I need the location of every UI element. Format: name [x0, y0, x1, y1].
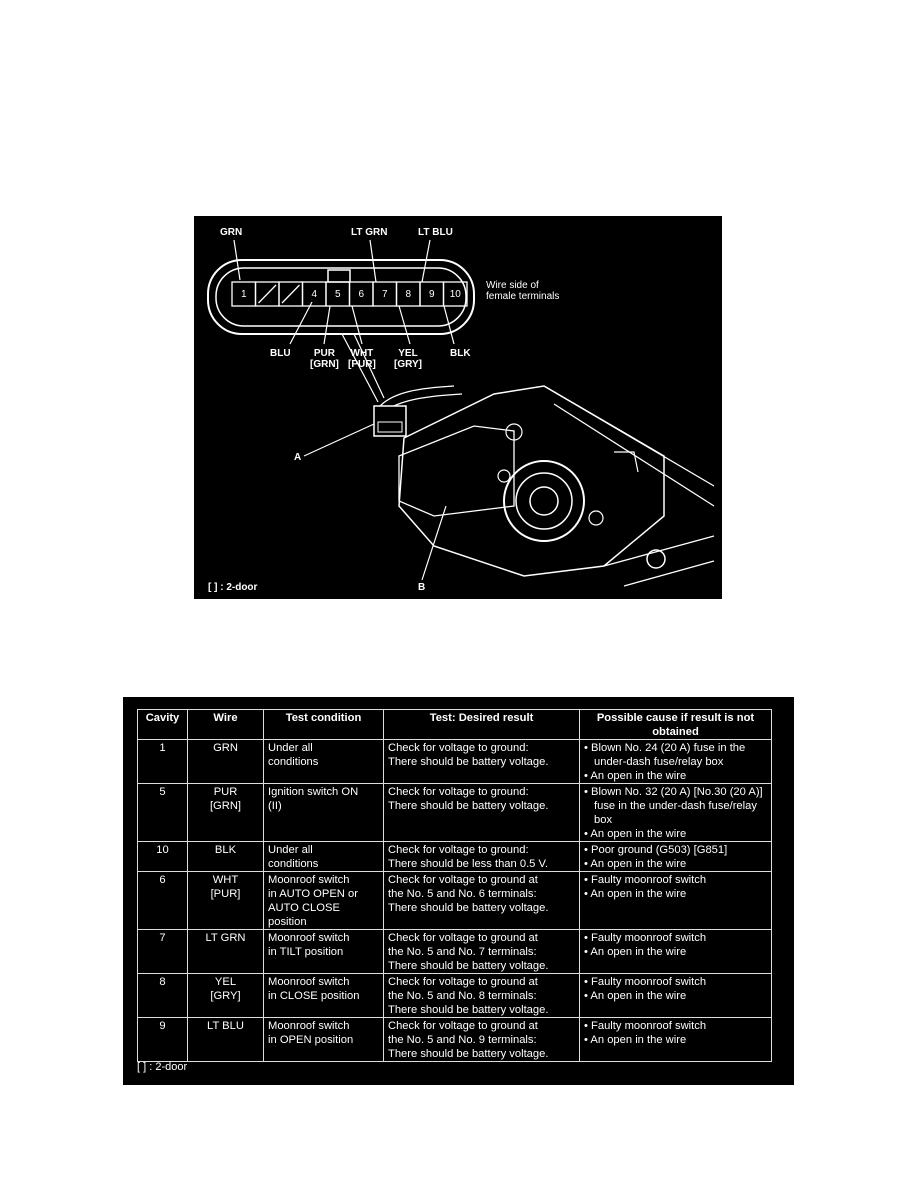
terminal-number: 7: [381, 289, 388, 300]
wire-label-yel: [394, 348, 422, 370]
wire-label-blu: BLU: [270, 348, 291, 359]
result-cell: [384, 930, 580, 974]
cause-cell: [580, 740, 772, 784]
cause-cell-line: • Faulty moonroof switch: [584, 874, 707, 886]
wire-cell-line: PUR: [213, 786, 238, 798]
condition-cell-line: position: [268, 916, 307, 928]
condition-cell-line: (II): [268, 800, 282, 812]
test-table-panel: [123, 697, 794, 1085]
wire-label-yel-main: YEL: [398, 348, 418, 359]
result-cell-line: Check for voltage to ground at: [388, 1020, 538, 1032]
wire-cell: [188, 1018, 264, 1062]
wire-label-blk: BLK: [450, 348, 471, 359]
terminal-number: 9: [428, 289, 435, 300]
wire-label-pur-sub: [GRN]: [310, 359, 339, 370]
cause-cell: [580, 974, 772, 1018]
cavity-cell: 5: [138, 784, 188, 842]
cause-cell-line: • Blown No. 32 (20 A) [No.30 (20 A)] fuse in the under-dash fuse/relay box: [584, 786, 763, 826]
condition-cell-line: Moonroof switch: [268, 976, 350, 988]
table-row: [138, 784, 772, 842]
terminal-number: 8: [405, 289, 412, 300]
result-cell-line: There should be battery voltage.: [388, 1048, 549, 1060]
result-cell: [384, 974, 580, 1018]
cause-cell-line: • An open in the wire: [584, 828, 687, 840]
diagram-footnote: [ ] : 2-door: [208, 582, 258, 593]
wire-cell-line: [GRY]: [210, 990, 241, 1002]
cavity-cell: 7: [138, 930, 188, 974]
condition-cell: [264, 740, 384, 784]
wire-cell: [188, 872, 264, 930]
cause-cell: [580, 930, 772, 974]
terminal-number: 4: [311, 289, 318, 300]
cause-cell-line: • An open in the wire: [584, 888, 687, 900]
result-cell-line: Check for voltage to ground:: [388, 786, 529, 798]
cause-cell: [580, 1018, 772, 1062]
condition-cell-line: in OPEN position: [268, 1034, 354, 1046]
condition-cell: [264, 872, 384, 930]
result-cell-line: the No. 5 and No. 8 terminals:: [388, 990, 537, 1002]
terminal-number: 5: [334, 289, 341, 300]
wire-label-wht-main: WHT: [350, 348, 374, 359]
header-possible-cause: Possible cause if result is not obtained: [580, 710, 772, 740]
condition-cell-line: Under all: [268, 844, 313, 856]
cause-cell-line: • An open in the wire: [584, 770, 687, 782]
terminal-number: 10: [449, 289, 461, 300]
table-row: [138, 974, 772, 1018]
cause-cell-line: • An open in the wire: [584, 946, 687, 958]
wire-cell: [188, 930, 264, 974]
result-cell: [384, 872, 580, 930]
table-row: [138, 872, 772, 930]
result-cell-line: Check for voltage to ground at: [388, 932, 538, 944]
condition-cell-line: Moonroof switch: [268, 1020, 350, 1032]
connector-illustration: [194, 216, 722, 599]
condition-cell-line: in AUTO OPEN or: [268, 888, 358, 900]
condition-cell-line: conditions: [268, 858, 319, 870]
table-row: [138, 740, 772, 784]
cause-cell: [580, 872, 772, 930]
callout-b: B: [418, 582, 426, 593]
cavity-cell: 10: [138, 842, 188, 872]
header-wire: Wire: [188, 710, 264, 740]
wire-side-note-line2: female terminals: [486, 291, 560, 302]
condition-cell-line: Ignition switch ON: [268, 786, 359, 798]
result-cell-line: There should be battery voltage.: [388, 1004, 549, 1016]
cavity-cell: 1: [138, 740, 188, 784]
cause-cell-line: • Blown No. 24 (20 A) fuse in the under-dash fuse/relay box: [584, 742, 746, 768]
test-table: [137, 709, 772, 1062]
result-cell-line: There should be battery voltage.: [388, 960, 549, 972]
result-cell-line: There should be battery voltage.: [388, 800, 549, 812]
result-cell: [384, 1018, 580, 1062]
blank-terminal-slash: [259, 285, 277, 303]
table-row: [138, 930, 772, 974]
wire-side-note: [486, 280, 559, 302]
wire-label-wht-sub: [PUR]: [348, 359, 376, 370]
result-cell-line: There should be battery voltage.: [388, 756, 549, 768]
wire-label-wht: [348, 348, 376, 370]
result-cell-line: There should be less than 0.5 V.: [388, 858, 549, 870]
condition-cell: [264, 784, 384, 842]
cause-cell-line: • An open in the wire: [584, 1034, 687, 1046]
result-cell: [384, 784, 580, 842]
wire-cell-line: GRN: [213, 742, 238, 754]
condition-cell-line: Under all: [268, 742, 313, 754]
result-cell-line: the No. 5 and No. 7 terminals:: [388, 946, 537, 958]
condition-cell: [264, 1018, 384, 1062]
wire-cell: [188, 740, 264, 784]
result-cell-line: Check for voltage to ground:: [388, 844, 529, 856]
callout-a: A: [294, 452, 302, 463]
cause-cell: [580, 842, 772, 872]
cause-cell-line: • An open in the wire: [584, 990, 687, 1002]
wire-label-pur-main: PUR: [313, 348, 335, 359]
cavity-cell: 8: [138, 974, 188, 1018]
condition-cell-line: Moonroof switch: [268, 932, 350, 944]
wire-cell: [188, 842, 264, 872]
wire-cell-line: BLK: [214, 844, 237, 856]
wire-label-grn: GRN: [220, 227, 243, 238]
table-footnote: [ ] : 2-door: [137, 1061, 188, 1073]
result-cell-line: Check for voltage to ground at: [388, 976, 538, 988]
wire-cell-line: [PUR]: [210, 888, 241, 900]
result-cell-line: There should be battery voltage.: [388, 902, 549, 914]
header-desired-result: Test: Desired result: [384, 710, 580, 740]
wire-label-pur: [310, 348, 339, 370]
result-cell: [384, 842, 580, 872]
condition-cell-line: in CLOSE position: [268, 990, 360, 1002]
condition-cell-line: Moonroof switch: [268, 874, 350, 886]
result-cell-line: Check for voltage to ground at: [388, 874, 538, 886]
wire-label-lt-blu: LT BLU: [418, 227, 453, 238]
result-cell-line: Check for voltage to ground:: [388, 742, 529, 754]
cause-cell-line: • Poor ground (G503) [G851]: [584, 844, 728, 856]
condition-cell: [264, 974, 384, 1018]
header-test-condition: Test condition: [264, 710, 384, 740]
wire-cell: [188, 784, 264, 842]
wire-side-note-line1: Wire side of: [486, 280, 539, 291]
wire-label-yel-sub: [GRY]: [394, 359, 422, 370]
cause-cell-line: • Faulty moonroof switch: [584, 932, 707, 944]
connector-diagram: [194, 216, 722, 599]
table-row: [138, 842, 772, 872]
cause-cell: [580, 784, 772, 842]
condition-cell-line: conditions: [268, 756, 319, 768]
condition-cell: [264, 842, 384, 872]
wire-cell-line: LT BLU: [207, 1020, 244, 1032]
wire-label-lt-grn: LT GRN: [351, 227, 388, 238]
wire-cell-line: YEL: [214, 976, 237, 988]
header-cavity: Cavity: [138, 710, 188, 740]
condition-cell: [264, 930, 384, 974]
cause-cell-line: • Faulty moonroof switch: [584, 1020, 707, 1032]
cavity-cell: 6: [138, 872, 188, 930]
wire-cell: [188, 974, 264, 1018]
result-cell-line: the No. 5 and No. 9 terminals:: [388, 1034, 537, 1046]
table-row: [138, 1018, 772, 1062]
terminal-number: 1: [240, 289, 247, 300]
cause-cell-line: • Faulty moonroof switch: [584, 976, 707, 988]
terminal-number: 6: [358, 289, 365, 300]
cavity-cell: 9: [138, 1018, 188, 1062]
wire-cell-line: LT GRN: [205, 932, 246, 944]
table-header-row: [138, 710, 772, 740]
wire-cell-line: WHT: [212, 874, 239, 886]
condition-cell-line: in TILT position: [268, 946, 344, 958]
result-cell-line: the No. 5 and No. 6 terminals:: [388, 888, 537, 900]
blank-terminal-slash: [282, 285, 300, 303]
result-cell: [384, 740, 580, 784]
cause-cell-line: • An open in the wire: [584, 858, 687, 870]
wire-cell-line: [GRN]: [209, 800, 242, 812]
condition-cell-line: AUTO CLOSE: [268, 902, 340, 914]
